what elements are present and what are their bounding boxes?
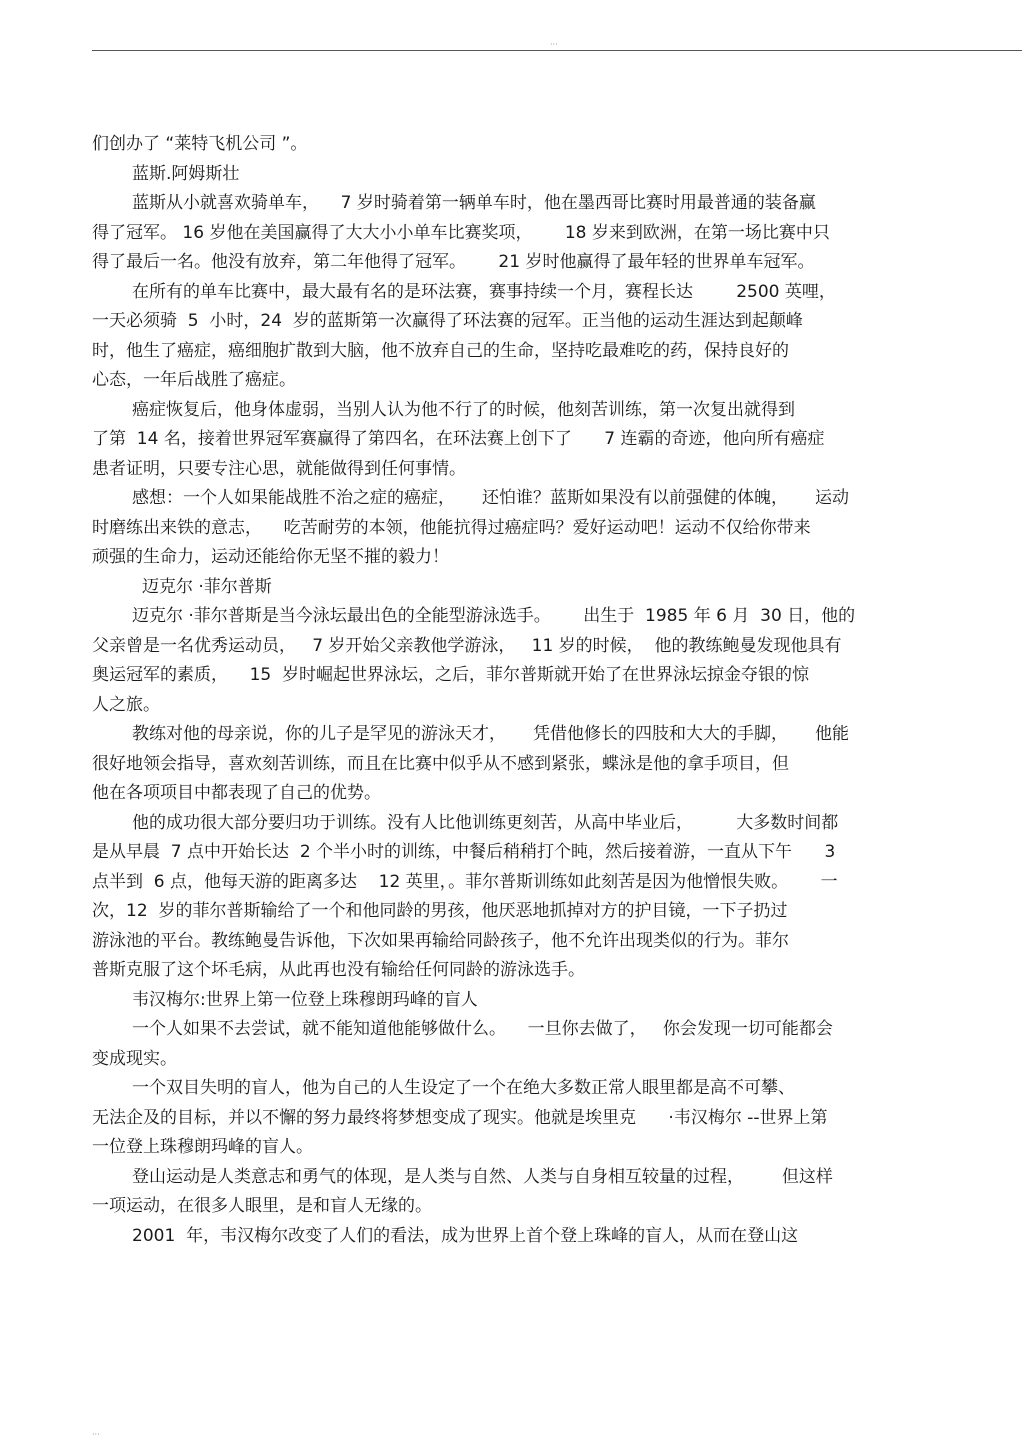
section-heading-armstrong: 蓝斯.阿姆斯壮 bbox=[132, 163, 240, 184]
section-heading-weihenmayer: 韦汉梅尔:世界上第一位登上珠穆朗玛峰的盲人 bbox=[132, 989, 478, 1010]
text-line: 一个双目失明的盲人，他为自己的人生设定了一个在绝大多数正常人眼里都是高不可攀、 bbox=[132, 1078, 795, 1098]
document-body bbox=[92, 130, 930, 1251]
text-line: 一项运动，在很多人眼里，是和盲人无缘的。 bbox=[92, 1196, 432, 1216]
section-heading-phelps: 迈克尔 ·菲尔普斯 bbox=[142, 576, 272, 597]
text-line: 癌症恢复后，他身体虚弱，当别人认为他不行了的时候，他刻苦训练，第一次复出就得到 bbox=[132, 399, 795, 420]
text-line: 时，他生了癌症，癌细胞扩散到大脑，他不放弃自己的生命，坚持吃最难吃的药，保持良好的 bbox=[92, 340, 789, 361]
text-line: 蓝斯从小就喜欢骑单车， 7 岁时骑着第一辆单车时，他在墨西哥比赛时用最普通的装备赢 bbox=[132, 193, 816, 213]
text-line: 奥运冠军的素质， 15 岁时崛起世界泳坛，之后，菲尔普斯就开始了在世界泳坛掠金夺银的惊 bbox=[92, 665, 810, 685]
text-line: 点半到 6 点，他每天游的距离多达 12 英里，。菲尔普斯训练如此刻苦是因为他憎恨失败。 一 bbox=[92, 871, 838, 892]
text-line: 时磨练出来铁的意志， 吃苦耐劳的本领，他能抗得过癌症吗？爱好运动吧！运动不仅给你带来 bbox=[92, 517, 811, 538]
text-line: 是从早晨 7 点中开始长达 2 个半小时的训练，中餐后稍稍打个盹，然后接着游，一直从下午 3 bbox=[92, 842, 836, 862]
text-line: 一个人如果不去尝试，就不能知道他能够做什么。 一旦你去做了， 你会发现一切可能都会 bbox=[132, 1019, 833, 1039]
text-line: 很好地领会指导，喜欢刻苦训练，而且在比赛中似乎从不感到紧张，蝶泳是他的拿手项目，但 bbox=[92, 753, 789, 774]
text-line: 了第 14 名，接着世界冠军赛赢得了第四名，在环法赛上创下了 7 连霸的奇迹，他向所有癌症 bbox=[92, 429, 825, 449]
text-line: 教练对他的母亲说，你的儿子是罕见的游泳天才， 凭借他修长的四肢和大大的手脚， 他能 bbox=[132, 724, 850, 744]
text-line: 变成现实。 bbox=[92, 1048, 177, 1069]
text-line: 一位登上珠穆朗玛峰的盲人。 bbox=[92, 1137, 313, 1157]
text-line: 普斯克服了这个坏毛病，从此再也没有输给任何同龄的游泳选手。 bbox=[92, 960, 585, 980]
text-line: 无法企及的目标，并以不懈的努力最终将梦想变成了现实。他就是埃里克 ·韦汉梅尔 --世界上第 bbox=[92, 1107, 828, 1128]
footer-marker: ··· bbox=[92, 1430, 100, 1439]
text-line: 顽强的生命力，运动还能给你无坚不摧的毅力！ bbox=[92, 547, 449, 567]
text-line: 父亲曾是一名优秀运动员， 7 岁开始父亲教他学游泳， 11 岁的时候， 他的教练鲍曼发现他具有 bbox=[92, 635, 842, 656]
text-line: 得了冠军。 16 岁他在美国赢得了大大小小单车比赛奖项， 18 岁来到欧洲，在第一场比赛中只 bbox=[92, 222, 830, 243]
text-line: 他的成功很大部分要归功于训练。没有人比他训练更刻苦，从高中毕业后， 大多数时间都 bbox=[132, 812, 839, 833]
text-line: 得了最后一名。他没有放弃，第二年他得了冠军。 21 岁时他赢得了最年轻的世界单车冠军。 bbox=[92, 252, 815, 272]
text-line: 一天必须骑 5 小时，24 岁的蓝斯第一次赢得了环法赛的冠军。正当他的运动生涯达到起颠峰 bbox=[92, 311, 803, 331]
text-line: 他在各项项目中都表现了自己的优势。 bbox=[92, 783, 381, 803]
text-line: 登山运动是人类意志和勇气的体现，是人类与自然、人类与自身相互较量的过程， 但这样 bbox=[132, 1166, 833, 1187]
header-marker: ··· bbox=[550, 40, 558, 49]
text-line: 患者证明，只要专注心思，就能做得到任何事情。 bbox=[92, 458, 466, 479]
text-line: 迈克尔 ·菲尔普斯是当今泳坛最出色的全能型游泳选手。 出生于 1985 年 6 月 30 日，他的 bbox=[132, 606, 856, 626]
text-line: 2001 年，韦汉梅尔改变了人们的看法，成为世界上首个登上珠峰的盲人，从而在登山这 bbox=[132, 1225, 799, 1246]
text-line: 人之旅。 bbox=[92, 694, 160, 715]
text-line: 游泳池的平台。教练鲍曼告诉他，下次如果再输给同龄孩子，他不允许出现类似的行为。菲尔 bbox=[92, 930, 789, 951]
text-line: 们创办了 “莱特飞机公司 ”。 bbox=[92, 134, 308, 154]
text-line: 感想：一个人如果能战胜不治之症的癌症， 还怕谁？蓝斯如果没有以前强健的体魄， 运动 bbox=[132, 488, 850, 508]
text-line: 在所有的单车比赛中，最大最有名的是环法赛，赛事持续一个月，赛程长达 2500 英哩， bbox=[132, 281, 836, 302]
header-rule bbox=[92, 50, 1022, 51]
text-line: 心态，一年后战胜了癌症。 bbox=[92, 370, 296, 390]
text-line: 次，12 岁的菲尔普斯输给了一个和他同龄的男孩，他厌恶地抓掉对方的护目镜，一下子扔过 bbox=[92, 901, 788, 921]
